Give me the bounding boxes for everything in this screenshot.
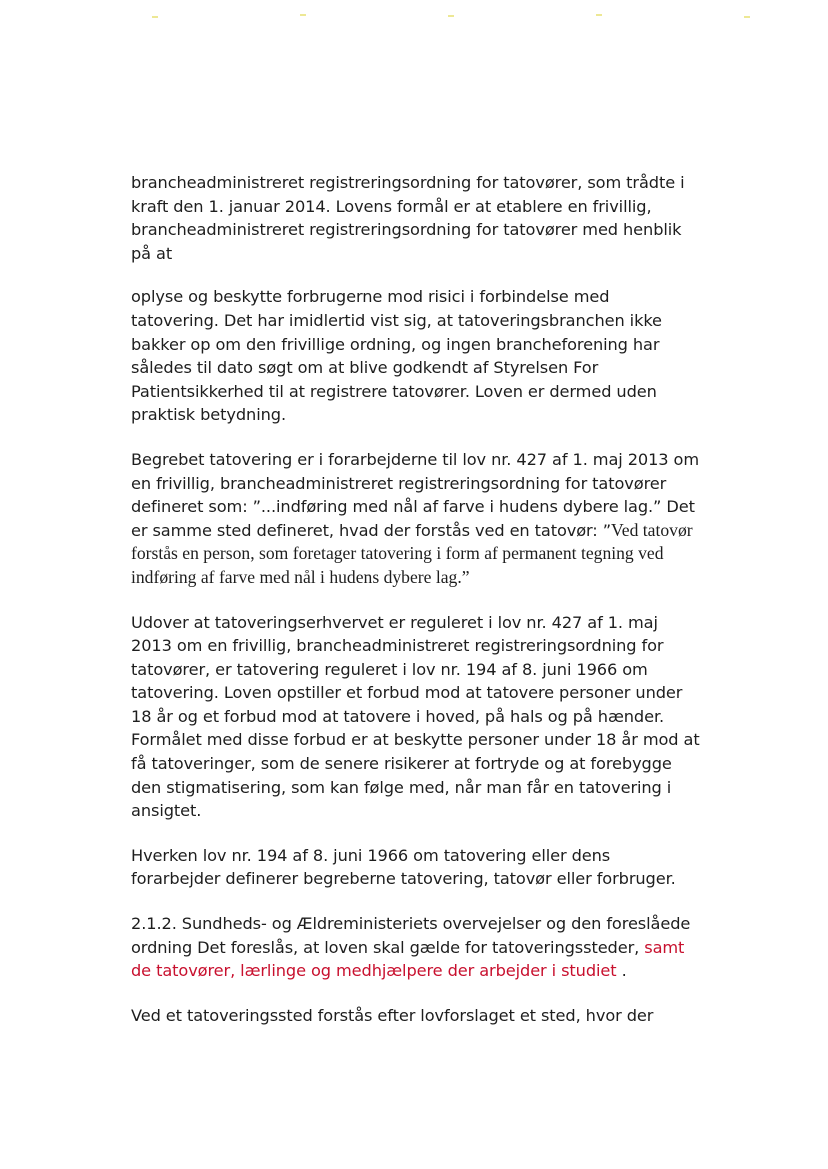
paragraph-7: Ved et tatoveringssted forstås efter lovforslaget et sted, hvor der xyxy=(131,1005,654,1025)
paragraph-3-sans: Begrebet tatovering er i forarbejderne til lov nr. 427 af 1. maj 2013 om en frivillig, brancheadministreret registreringsordning for tatovører defineret som: ”...indføring med nål af farve i hudens dybere lag.” Det er samme sted defineret, hvad der forstås ved en tatovør: ” xyxy=(131,449,700,540)
paragraph-6-text: 2.1.2. Sundheds- og Ældreministeriets overvejelser og den foreslåede ordning Det foreslås, at loven skal gælde for tatoveringssteder, xyxy=(131,914,691,957)
document-body xyxy=(131,171,701,1048)
paragraph-6-highlight: samt de tatovører, lærlinge og medhjælpere der arbejder i studiet xyxy=(131,937,685,981)
paragraph-3-quote: Ved tatovør forstås en person, som foretager tatovering i form af permanent tegning ved indføring af farve med nål i hudens dybere lag.” xyxy=(131,519,693,587)
scan-mark xyxy=(596,14,602,16)
scan-mark xyxy=(744,16,750,18)
scan-artifacts xyxy=(0,14,828,44)
paragraph-1: brancheadministreret registreringsordning for tatovører, som trådte i kraft den 1. januar 2014. Lovens formål er at etablere en frivillig, brancheadministreret registreringsordning for tatovører med henblik på at xyxy=(131,173,685,263)
scan-mark xyxy=(300,14,306,16)
scan-mark xyxy=(152,16,158,18)
scan-mark xyxy=(448,15,454,17)
paragraph-6 xyxy=(131,912,701,983)
paragraph-4: Udover at tatoveringserhvervet er reguleret i lov nr. 427 af 1. maj 2013 om en frivillig, brancheadministreret registreringsordning for tatovører, er tatovering reguleret i lov nr. 194 af 8. juni 1966 om tatovering. Loven opstiller et forbud mod at tatovere personer under 18 år og et forbud mod at tatovere i hoved, på hals og på hænder. Formålet med disse forbud er at beskytte personer under 18 år mod at få tatoveringer, som de senere risikerer at fortryde og at forebygge den stigmatisering, som kan følge med, når man får en tatovering i ansigtet. xyxy=(131,612,700,821)
paragraph-6-tail: . xyxy=(616,961,627,981)
paragraph-5: Hverken lov nr. 194 af 8. juni 1966 om tatovering eller dens forarbejder definerer begreberne tatovering, tatovør eller forbruger. xyxy=(131,845,676,889)
paragraph-3 xyxy=(131,448,701,590)
paragraph-2: oplyse og beskytte forbrugerne mod risici i forbindelse med tatovering. Det har imidlertid vist sig, at tatoveringsbranchen ikke bakker op om den frivillige ordning, og ingen brancheforening har således til dato søgt om at blive godkendt af Styrelsen For Patientsikkerhed til at registrere tatovører. Loven er dermed uden praktisk betydning. xyxy=(131,287,662,425)
